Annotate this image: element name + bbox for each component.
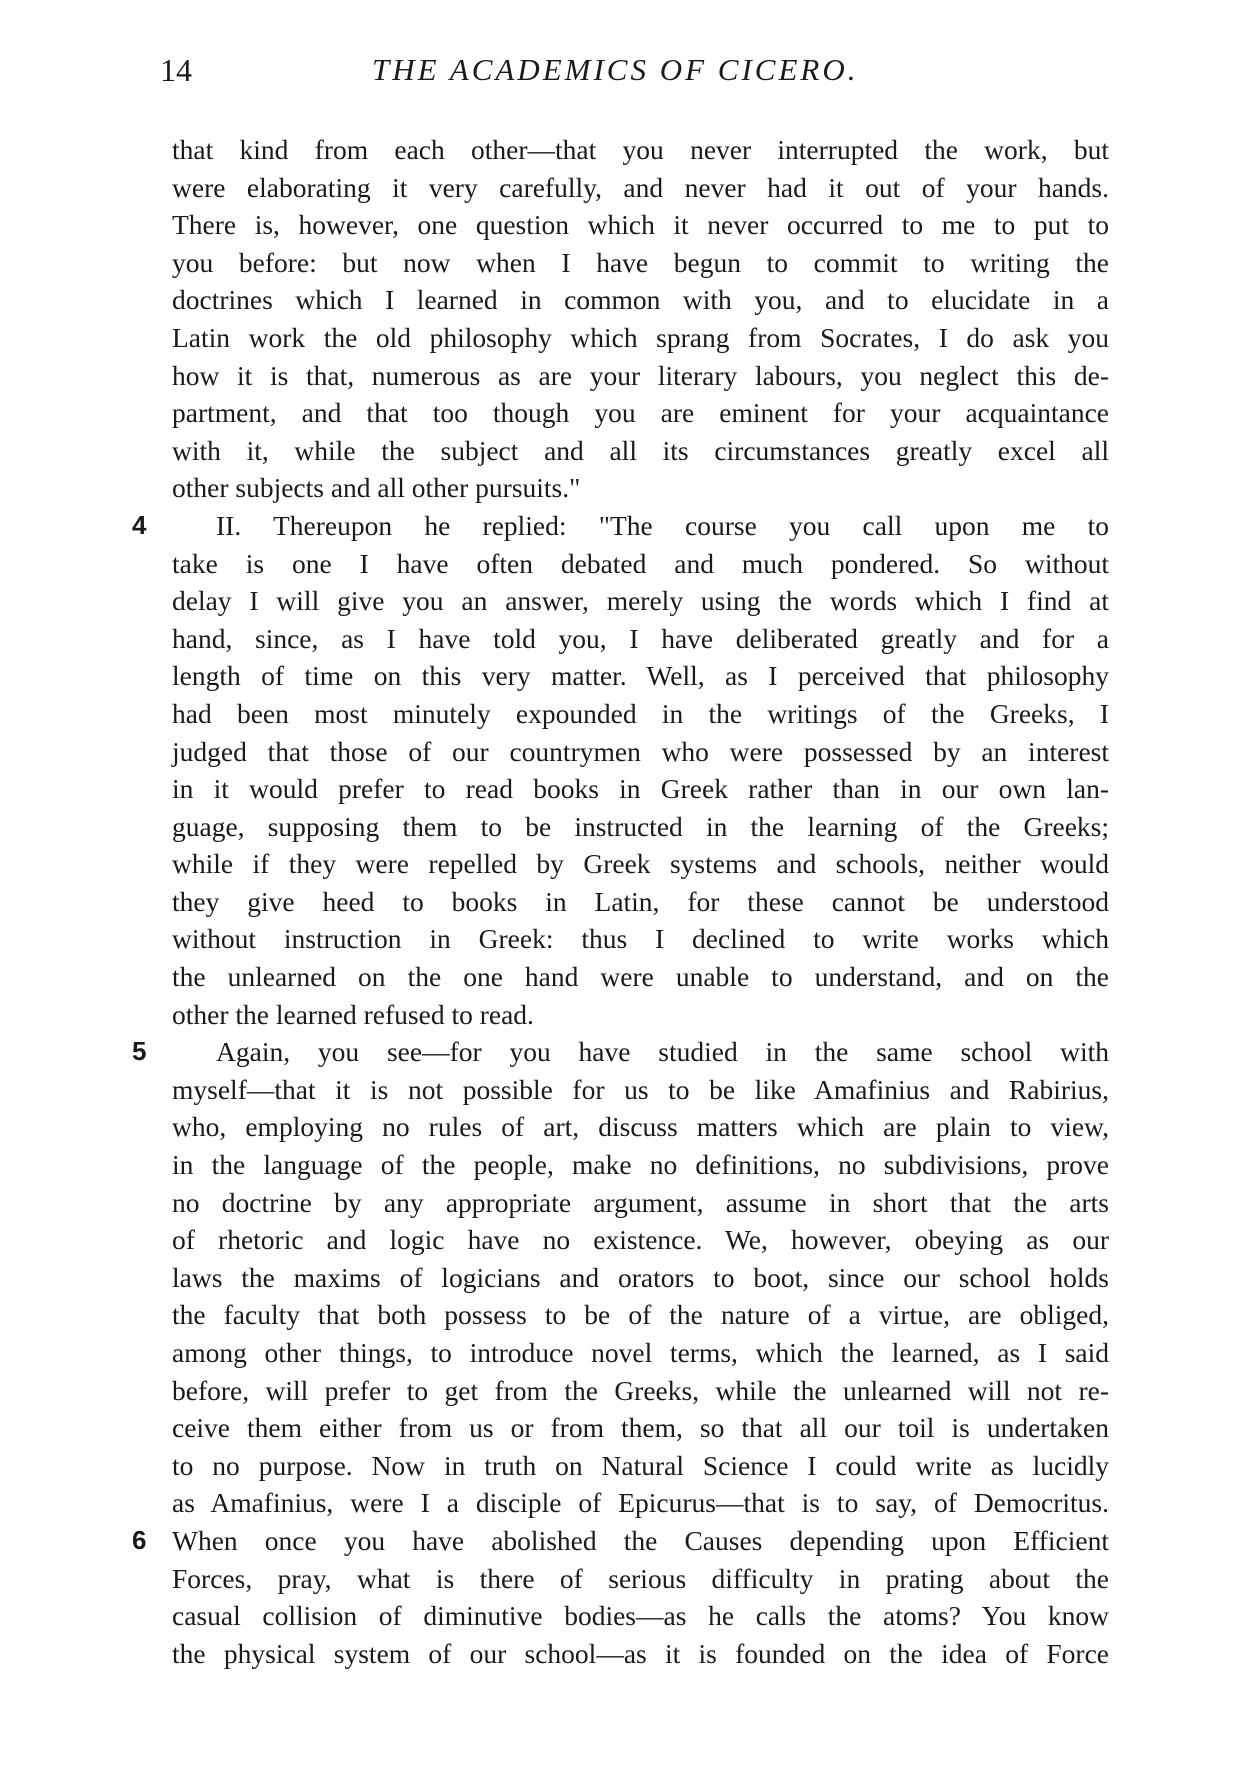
text-line: [172, 883, 1109, 921]
text-line: [172, 1409, 1109, 1447]
line-text: before, will prefer to get from the Greeks, while the unlearned will not re-: [172, 1374, 1109, 1406]
line-text: with it, while the subject and all its circumstances greatly excel all: [172, 434, 1109, 466]
text-line: [172, 394, 1109, 432]
text-line: [172, 1146, 1109, 1184]
text-line: [172, 920, 1109, 958]
text-line: [172, 131, 1109, 169]
line-text: take is one I have often debated and much pondered. So without: [172, 547, 1109, 579]
text-line: [172, 620, 1109, 658]
text-line: [172, 996, 1109, 1034]
line-text: guage, supposing them to be instructed in the learning of the Greeks;: [172, 810, 1109, 842]
line-text: the faculty that both possess to be of the nature of a virtue, are obliged,: [172, 1299, 1109, 1331]
line-text: length of time on this very matter. Well, as I perceived that philosophy: [172, 660, 1109, 692]
text-line: [172, 695, 1109, 733]
text-line: [172, 808, 1109, 846]
text-line: [172, 281, 1109, 319]
running-title: THE ACADEMICS OF CICERO.: [372, 52, 859, 87]
text-line: [172, 469, 1109, 507]
text-line: [172, 1635, 1109, 1673]
line-text: II. Thereupon he replied: "The course you call upon me to: [216, 509, 1109, 541]
line-text: who, employing no rules of art, discuss matters which are plain to view,: [172, 1111, 1109, 1143]
line-text: Latin work the old philosophy which sprang from Socrates, I do ask you: [172, 321, 1109, 353]
line-text: they give heed to books in Latin, for these cannot be understood: [172, 885, 1109, 917]
line-text: to no purpose. Now in truth on Natural Science I could write as lucidly: [172, 1449, 1109, 1481]
line-text: of rhetoric and logic have no existence. We, however, obeying as our: [172, 1224, 1109, 1256]
text-line: [172, 545, 1109, 583]
line-text: you before: but now when I have begun to commit to writing the: [172, 246, 1109, 278]
text-line: [172, 1184, 1109, 1222]
line-text: Forces, pray, what is there of serious difficulty in prating about the: [172, 1562, 1109, 1594]
text-line: [172, 582, 1109, 620]
line-text: casual collision of diminutive bodies—as he calls the atoms? You know: [172, 1600, 1109, 1632]
text-line: [172, 432, 1109, 470]
line-text: laws the maxims of logicians and orators to boot, since our school holds: [172, 1261, 1109, 1293]
text-line: [172, 206, 1109, 244]
line-text: the physical system of our school—as it is founded on the idea of Force: [172, 1637, 1109, 1669]
text-line: [172, 1372, 1109, 1410]
line-text: other subjects and all other pursuits.": [172, 472, 581, 504]
line-text: When once you have abolished the Causes depending upon Efficient: [172, 1524, 1109, 1556]
line-text: myself—that it is not possible for us to be like Amafinius and Rabirius,: [172, 1073, 1109, 1105]
section-number: 4: [132, 509, 147, 540]
text-line: [172, 169, 1109, 207]
text-line: [172, 1108, 1109, 1146]
line-text: while if they were repelled by Greek systems and schools, neither would: [172, 848, 1109, 880]
line-text: judged that those of our countrymen who were possessed by an interest: [172, 735, 1109, 767]
line-text: in the language of the people, make no definitions, no subdivisions, prove: [172, 1149, 1109, 1181]
text-line: [172, 244, 1109, 282]
line-text: There is, however, one question which it never occurred to me to put to: [172, 209, 1109, 241]
line-text: in it would prefer to read books in Greek rather than in our own lan-: [172, 773, 1109, 805]
line-text: as Amafinius, were I a disciple of Epicurus—that is to say, of Democritus.: [172, 1487, 1109, 1519]
text-line: [132, 507, 1109, 545]
text-line: [172, 1259, 1109, 1297]
line-text: no doctrine by any appropriate argument, assume in short that the arts: [172, 1186, 1109, 1218]
page-number: 14: [160, 52, 192, 88]
text-line: [172, 1334, 1109, 1372]
line-text: had been most minutely expounded in the writings of the Greeks, I: [172, 697, 1109, 729]
text-line: [172, 1597, 1109, 1635]
text-line: [172, 319, 1109, 357]
text-line: [172, 1296, 1109, 1334]
line-text: delay I will give you an answer, merely using the words which I find at: [172, 585, 1109, 617]
text-line: [172, 1447, 1109, 1485]
text-line: [172, 657, 1109, 695]
line-text: without instruction in Greek: thus I declined to write works which: [172, 923, 1109, 955]
section-number: 6: [132, 1524, 147, 1555]
text-line: [172, 1071, 1109, 1109]
line-text: that kind from each other—that you never interrupted the work, but: [172, 134, 1109, 165]
text-line: [172, 958, 1109, 996]
line-text: the unlearned on the one hand were unable to understand, and on the: [172, 961, 1109, 993]
text-line: [172, 770, 1109, 808]
text-line: [172, 357, 1109, 395]
line-text: were elaborating it very carefully, and never had it out of your hands.: [172, 171, 1109, 203]
line-text: other the learned refused to read.: [172, 998, 534, 1030]
text-line: [172, 1221, 1109, 1259]
line-text: how it is that, numerous as are your literary labours, you neglect this de-: [172, 359, 1109, 391]
body-text: [132, 131, 1109, 1672]
text-line: [172, 1560, 1109, 1598]
line-text: ceive them either from us or from them, so that all our toil is undertaken: [172, 1412, 1109, 1444]
text-line: [132, 1522, 1109, 1560]
line-text: among other things, to introduce novel terms, which the learned, as I said: [172, 1337, 1109, 1368]
line-text: partment, and that too though you are eminent for your acquaintance: [172, 397, 1109, 429]
text-line: [172, 845, 1109, 883]
line-text: doctrines which I learned in common with you, and to elucidate in a: [172, 284, 1109, 316]
line-text: hand, since, as I have told you, I have deliberated greatly and for a: [172, 622, 1109, 654]
text-line: [172, 1484, 1109, 1522]
text-line: [132, 1033, 1109, 1071]
text-line: [172, 733, 1109, 771]
section-number: 5: [132, 1036, 147, 1067]
line-text: Again, you see—for you have studied in the same school with: [216, 1036, 1109, 1068]
